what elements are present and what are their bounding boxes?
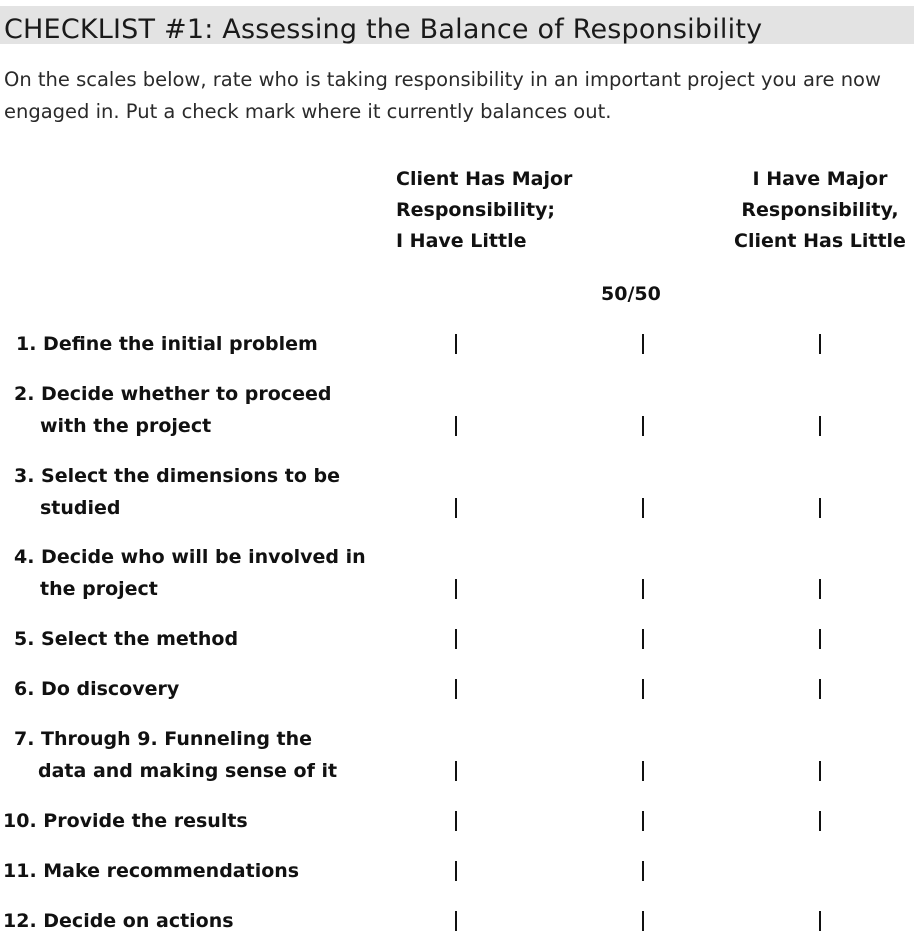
- scale-tick-left[interactable]: [455, 811, 457, 831]
- checklist-item-label: [3, 805, 248, 837]
- page-title: CHECKLIST #1: Assessing the Balance of Responsibility: [4, 14, 763, 45]
- checklist-item-line: studied: [40, 497, 121, 519]
- checklist-item-label: [3, 905, 234, 937]
- scale-tick-left[interactable]: [455, 761, 457, 781]
- checklist-item-label: [16, 328, 318, 360]
- intro-paragraph: On the scales below, rate who is taking responsibility in an important project you are now engaged in. Put a check mark where it currently balances out.: [4, 68, 881, 123]
- checklist-item-line: 3. Select the dimensions to be: [14, 465, 340, 487]
- checklist-item-label: [14, 673, 179, 705]
- scale-right-header: [726, 164, 914, 257]
- scale-tick-middle[interactable]: [642, 911, 644, 931]
- scale-right-header-line: Client Has Little: [734, 230, 906, 252]
- scale-tick-left[interactable]: [455, 861, 457, 881]
- scale-tick-left[interactable]: [455, 334, 457, 354]
- scale-tick-left[interactable]: [455, 416, 457, 436]
- checklist-item-line: 6. Do discovery: [14, 678, 180, 700]
- checklist-item-label: [14, 723, 337, 787]
- scale-tick-middle[interactable]: [642, 761, 644, 781]
- scale-tick-left[interactable]: [455, 579, 457, 599]
- checklist-item-line: 7. Through 9. Funneling the: [14, 728, 313, 750]
- scale-tick-right[interactable]: [819, 498, 821, 518]
- scale-tick-middle[interactable]: [642, 811, 644, 831]
- checklist-item-line: 1. Define the initial problem: [16, 333, 318, 355]
- scale-tick-middle[interactable]: [642, 416, 644, 436]
- checklist-item-line: 2. Decide whether to proceed: [14, 383, 332, 405]
- title-bar: [0, 6, 914, 44]
- scale-left-header-line: I Have Little: [396, 230, 527, 252]
- checklist-item-line: 11. Make recommendations: [3, 860, 300, 882]
- checklist-item-line: the project: [40, 578, 158, 600]
- checklist-item-label: [14, 541, 366, 605]
- scale-tick-middle[interactable]: [642, 629, 644, 649]
- scale-tick-left[interactable]: [455, 911, 457, 931]
- scale-tick-right[interactable]: [819, 416, 821, 436]
- checklist-item-line: with the project: [40, 415, 212, 437]
- scale-tick-left[interactable]: [455, 498, 457, 518]
- checklist-item-label: [14, 623, 238, 655]
- scale-tick-middle[interactable]: [642, 498, 644, 518]
- checklist-item-line: 5. Select the method: [14, 628, 239, 650]
- scale-left-header: [396, 164, 572, 257]
- scale-tick-right[interactable]: [819, 761, 821, 781]
- checklist-item-line: 10. Provide the results: [3, 810, 248, 832]
- scale-left-header-line: Responsibility;: [396, 199, 556, 221]
- scale-tick-right[interactable]: [819, 629, 821, 649]
- scale-tick-middle[interactable]: [642, 679, 644, 699]
- scale-tick-middle[interactable]: [642, 334, 644, 354]
- checklist-item-line: 12. Decide on actions: [3, 910, 234, 932]
- checklist-item-line: 4. Decide who will be involved in: [14, 546, 366, 568]
- scale-left-header-line: Client Has Major: [396, 168, 573, 190]
- scale-right-header-line: Responsibility,: [741, 199, 899, 221]
- scale-tick-middle[interactable]: [642, 579, 644, 599]
- scale-right-header-line: I Have Major: [752, 168, 888, 190]
- checklist-item-label: [14, 378, 331, 442]
- scale-tick-right[interactable]: [819, 579, 821, 599]
- checklist-item-label: [3, 855, 299, 887]
- scale-tick-left[interactable]: [455, 679, 457, 699]
- scale-tick-right[interactable]: [819, 911, 821, 931]
- checklist-item-line: data and making sense of it: [38, 760, 338, 782]
- scale-tick-right[interactable]: [819, 334, 821, 354]
- scale-tick-right[interactable]: [819, 811, 821, 831]
- scale-midpoint-label: 50/50: [601, 283, 661, 305]
- scale-tick-left[interactable]: [455, 629, 457, 649]
- scale-tick-middle[interactable]: [642, 861, 644, 881]
- checklist-item-label: [14, 460, 340, 524]
- scale-tick-right[interactable]: [819, 679, 821, 699]
